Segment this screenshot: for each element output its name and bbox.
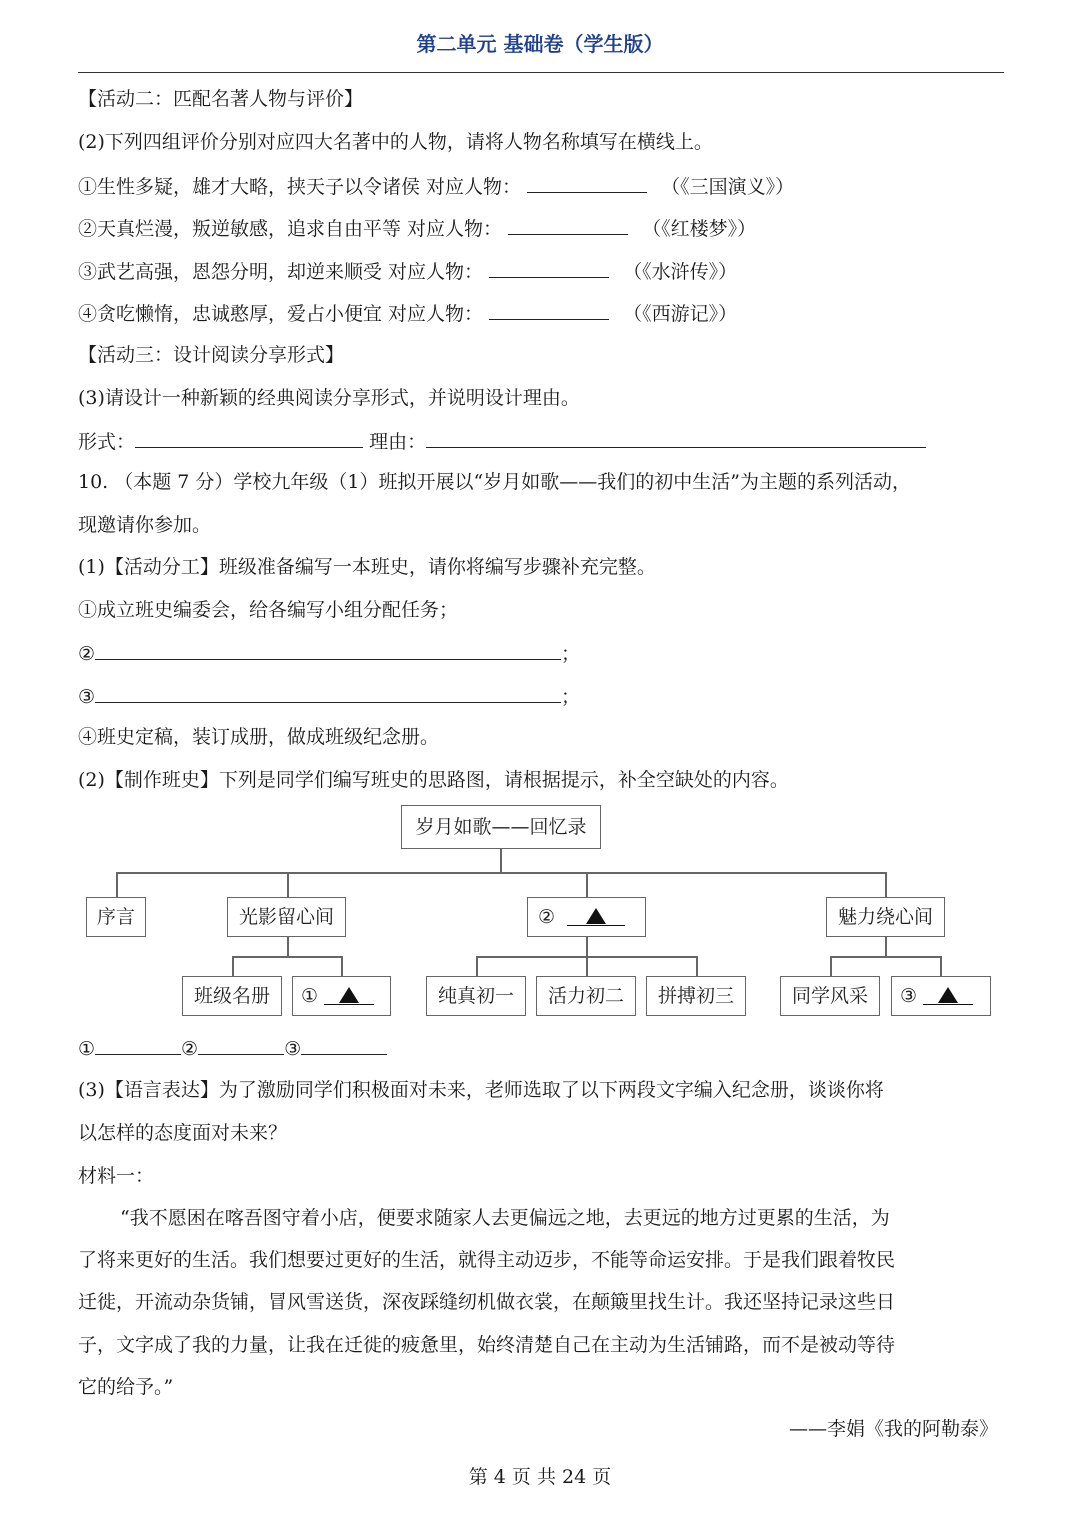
quote-line: 迁徙，开流动杂货铺，冒风雪送货，深夜踩缝纫机做衣裳，在颠簸里找生计。我还坚持记录这些日 xyxy=(78,1291,896,1313)
connector xyxy=(287,872,289,898)
connector xyxy=(500,849,502,873)
triangle-marker-icon xyxy=(567,908,625,926)
diagram-answer-row xyxy=(78,1034,387,1062)
triangle-marker-icon xyxy=(324,987,374,1005)
quote-line: 子，文字成了我的力量，让我在迁徙的疲惫里，始终清楚自己在主动为生活铺路，而不是被动等待 xyxy=(78,1334,896,1356)
answer-blank[interactable] xyxy=(527,172,647,193)
connector xyxy=(830,956,941,958)
connector xyxy=(116,872,886,874)
match-item-text: ④贪吃懒惰，忠诚憨厚，爱占小便宜 对应人物： xyxy=(78,303,484,325)
diagram-node-grade8: 活力初二 xyxy=(536,976,636,1016)
match-item-text: ②天真烂漫，叛逆敏感，追求自由平等 对应人物： xyxy=(78,218,503,240)
connector xyxy=(116,872,118,898)
book-name: （《红楼梦》） xyxy=(642,218,757,240)
connector xyxy=(341,956,343,976)
book-name: （《水浒传》） xyxy=(623,261,738,283)
diagram-node-grade9: 拼搏初三 xyxy=(646,976,746,1016)
match-item-4 xyxy=(78,299,737,327)
answer-label-3: ③ xyxy=(284,1038,302,1060)
match-item-text: ①生性多疑，雄才大略，挟天子以令诸侯 对应人物： xyxy=(78,176,522,198)
form-label: 形式： xyxy=(78,431,136,453)
answer-blank[interactable] xyxy=(489,299,609,320)
activity3-question: (3)请设计一种新颖的经典阅读分享形式，并说明设计理由。 xyxy=(78,387,580,409)
quote-line: “我不愿困在喀吾图守着小店，便要求随家人去更偏远之地，去更远的地方过更累的生活，为 xyxy=(120,1207,890,1229)
reason-blank[interactable] xyxy=(426,427,926,448)
form-blank[interactable] xyxy=(135,427,363,448)
q10-part1-text: (1)【活动分工】班级准备编写一本班史，请你将编写步骤补充完整。 xyxy=(78,556,656,578)
connector xyxy=(232,956,342,958)
connector xyxy=(940,956,942,976)
step-3 xyxy=(78,682,580,710)
match-item-3 xyxy=(78,257,737,285)
step-1: ①成立班史编委会，给各编写小组分配任务； xyxy=(78,599,459,621)
connector xyxy=(830,956,832,976)
step-3-blank[interactable] xyxy=(95,682,561,703)
connector xyxy=(696,956,698,976)
connector xyxy=(586,872,588,898)
step-4: ④班史定稿，装订成册，做成班级纪念册。 xyxy=(78,726,440,748)
reason-label: 理由： xyxy=(369,431,427,453)
q10-part3-line2: 以怎样的态度面对未来？ xyxy=(78,1122,288,1144)
quote-line: 了将来更好的生活。我们想要过更好的生活，就得主动迈步，不能等命运安排。于是我们跟着牧民 xyxy=(78,1249,896,1271)
step-end-mark: ； xyxy=(561,643,581,665)
activity2-question: (2)下列四组评价分别对应四大名著中的人物，请将人物名称填写在横线上。 xyxy=(78,131,713,153)
q10-intro-line1: 10. （本题 7 分）学校九年级（1）班拟开展以“岁月如歌——我们的初中生活”为主题的系列活动， xyxy=(78,471,911,493)
step-2 xyxy=(78,639,580,667)
diagram-node-grade7: 纯真初一 xyxy=(426,976,526,1016)
diagram-node-blank-3[interactable] xyxy=(891,976,991,1016)
quote-line: 它的给予。” xyxy=(78,1376,174,1398)
form-reason-row xyxy=(78,427,926,455)
diagram-root-node: 岁月如歌——回忆录 xyxy=(401,805,601,849)
answer-label-1: ① xyxy=(78,1038,96,1060)
connector xyxy=(287,937,289,957)
diagram-node-light-shadow: 光影留心间 xyxy=(227,897,346,937)
q10-part3-line1: (3)【语言表达】为了激励同学们积极面对未来，老师选取了以下两段文字编入纪念册，谈谈你将 xyxy=(78,1079,884,1101)
page-number: 第 4 页 共 24 页 xyxy=(468,1466,612,1488)
material-label: 材料一： xyxy=(78,1165,155,1187)
connector xyxy=(586,956,588,976)
q10-part2-text: (2)【制作班史】下列是同学们编写班史的思路图，请根据提示，补全空缺处的内容。 xyxy=(78,769,789,791)
quote-source: ——李娟《我的阿勒泰》 xyxy=(788,1418,998,1440)
step-end-mark: ； xyxy=(561,686,581,708)
step-3-label: ③ xyxy=(78,686,96,708)
answer-blank-3[interactable] xyxy=(301,1034,387,1055)
connector xyxy=(476,956,478,976)
answer-label-2: ② xyxy=(181,1038,199,1060)
match-item-text: ③武艺高强，恩怨分明，却逆来顺受 对应人物： xyxy=(78,261,484,283)
activity3-heading: 【活动三：设计阅读分享形式】 xyxy=(78,344,345,366)
diagram-node-blank-1[interactable] xyxy=(292,976,391,1016)
answer-blank-1[interactable] xyxy=(95,1034,181,1055)
diagram-node-class-roster: 班级名册 xyxy=(182,976,282,1016)
answer-blank[interactable] xyxy=(489,257,609,278)
diagram-node-preface: 序言 xyxy=(86,897,146,937)
diagram-node-classmates: 同学风采 xyxy=(780,976,880,1016)
answer-blank[interactable] xyxy=(508,214,628,235)
q10-intro-line2: 现邀请你参加。 xyxy=(78,514,212,536)
connector xyxy=(232,956,234,976)
step-2-label: ② xyxy=(78,643,96,665)
diagram-node-charm: 魅力绕心间 xyxy=(826,897,945,937)
connector xyxy=(586,937,588,957)
book-name: （《西游记》） xyxy=(623,303,738,325)
diagram-node-blank-2[interactable] xyxy=(527,897,646,937)
match-item-1 xyxy=(78,172,794,200)
page-header-title: 第二单元 基础卷（学生版） xyxy=(416,32,664,56)
connector xyxy=(885,937,887,957)
answer-blank-2[interactable] xyxy=(198,1034,284,1055)
blank-number: ② xyxy=(538,905,556,928)
match-item-2 xyxy=(78,214,756,242)
blank-number: ① xyxy=(301,984,319,1007)
activity2-heading: 【活动二：匹配名著人物与评价】 xyxy=(78,88,364,110)
blank-number: ③ xyxy=(900,984,918,1007)
book-name: （《三国演义》） xyxy=(661,176,795,198)
connector xyxy=(885,872,887,898)
header-divider xyxy=(78,72,1004,73)
triangle-marker-icon xyxy=(923,987,973,1005)
step-2-blank[interactable] xyxy=(95,639,561,660)
